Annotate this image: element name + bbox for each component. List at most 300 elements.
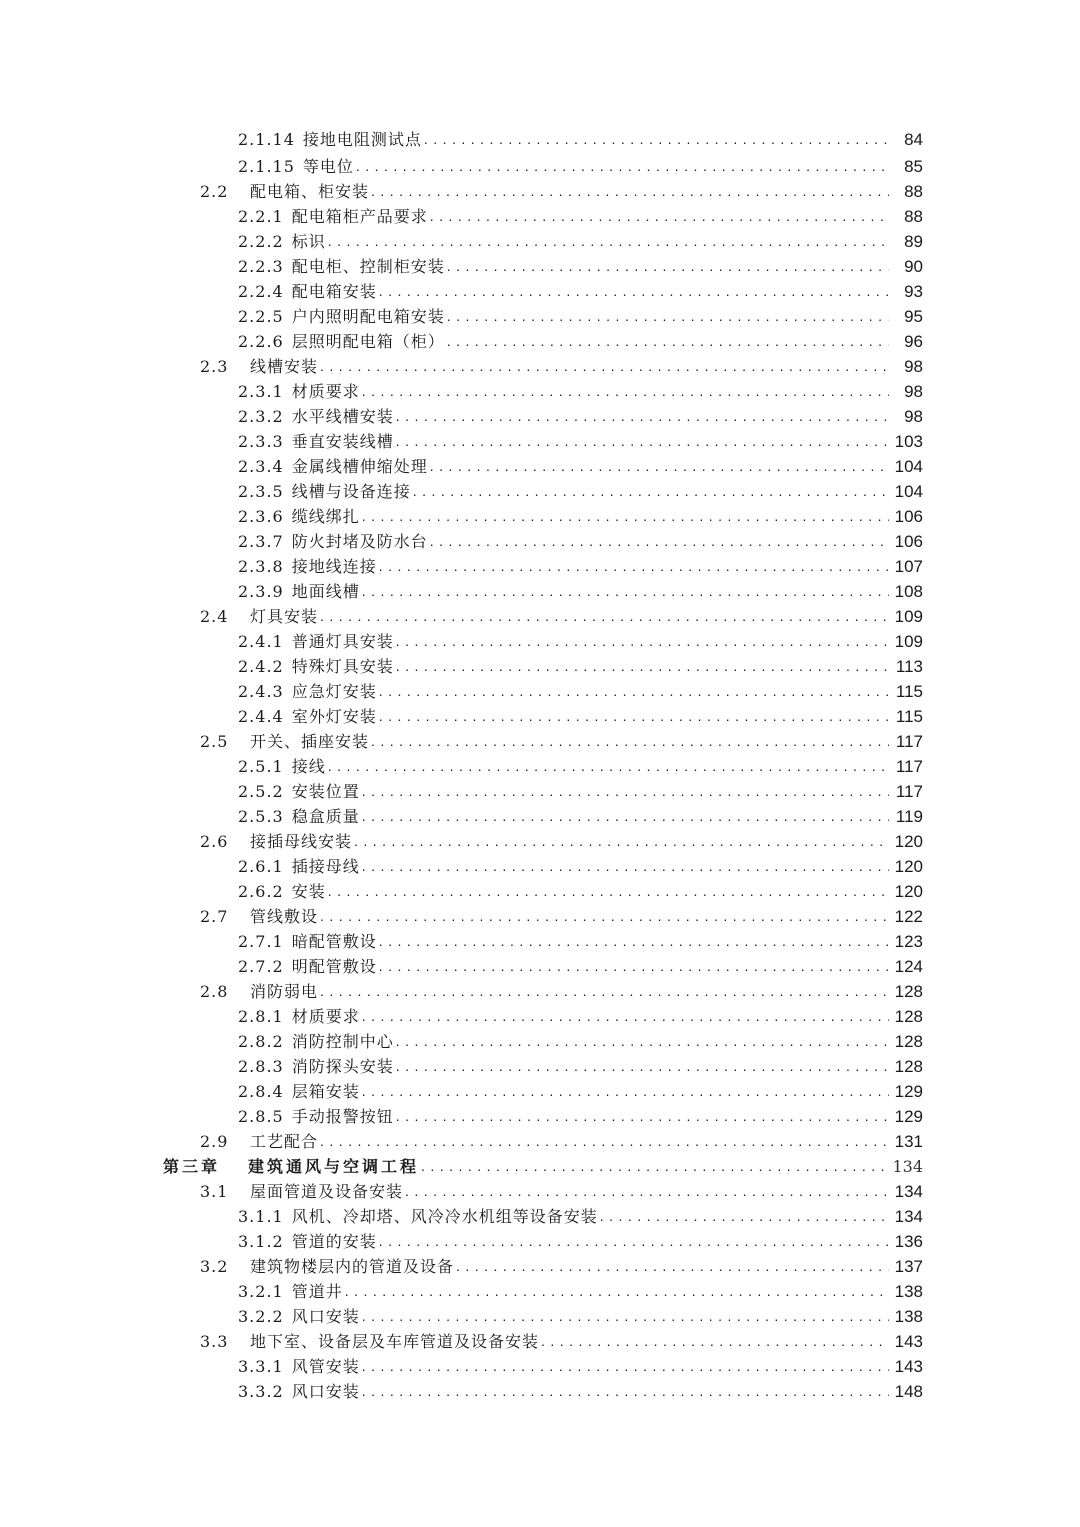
toc-entry-title: 手动报警按钮 — [291, 1107, 394, 1126]
toc-entry-title: 接线 — [291, 757, 326, 776]
toc-row-content — [238, 654, 1080, 679]
toc-entry-number: 2.3.3 — [238, 432, 284, 451]
toc-subsection-row[interactable] — [0, 429, 1080, 454]
toc-dot-leader — [320, 1129, 889, 1154]
toc-row-content — [238, 679, 1080, 704]
toc-row-content — [238, 1354, 1080, 1379]
toc-subsection-row[interactable] — [0, 1354, 1080, 1379]
toc-page-number: 120 — [894, 832, 923, 851]
toc-subsection-row[interactable] — [0, 654, 1080, 679]
toc-entry-number: 2.3.4 — [238, 457, 284, 476]
toc-subsection-row[interactable] — [0, 704, 1080, 729]
toc-page-number: 137 — [894, 1257, 923, 1276]
toc-entry-number: 3.3.2 — [238, 1382, 284, 1401]
toc-row-content — [238, 529, 1080, 554]
toc-entry-title: 管道井 — [291, 1282, 343, 1301]
toc-entry-title: 线槽安装 — [250, 357, 319, 376]
toc-entry-title: 户内照明配电箱安装 — [291, 307, 445, 326]
toc-page-number: 104 — [894, 457, 923, 476]
toc-dot-leader — [447, 329, 889, 354]
toc-entry-title: 安装 — [291, 882, 326, 901]
toc-entry-number: 2.8.2 — [238, 1032, 284, 1051]
toc-section-row[interactable] — [0, 1329, 1080, 1354]
toc-entry-number: 2.8 — [200, 982, 229, 1001]
toc-row-content — [163, 1154, 1080, 1179]
toc-entry-number: 2.3.5 — [238, 482, 284, 501]
toc-page-number: 128 — [894, 982, 923, 1001]
toc-row-content — [238, 1279, 1080, 1304]
toc-row-content — [200, 729, 1080, 754]
toc-page-number: 103 — [894, 432, 923, 451]
toc-row-content — [238, 127, 1080, 152]
toc-row-content — [238, 879, 1080, 904]
toc-row-content — [238, 229, 1080, 254]
toc-subsection-row[interactable] — [0, 404, 1080, 429]
toc-section-row[interactable] — [0, 354, 1080, 379]
toc-subsection-row[interactable] — [0, 679, 1080, 704]
toc-subsection-row[interactable] — [0, 754, 1080, 779]
toc-entry-title: 特殊灯具安装 — [291, 657, 394, 676]
toc-entry-title: 配电箱安装 — [291, 282, 377, 301]
toc-entry-number: 2.6 — [200, 832, 229, 851]
toc-subsection-row[interactable] — [0, 1104, 1080, 1129]
toc-page-number: 90 — [904, 257, 923, 276]
toc-row-content — [238, 704, 1080, 729]
toc-page-number: 138 — [894, 1282, 923, 1301]
toc-entry-title: 管道的安装 — [291, 1232, 377, 1251]
toc-entry-title: 配电柜、控制柜安装 — [291, 257, 445, 276]
toc-page-number: 120 — [894, 882, 923, 901]
toc-subsection-row[interactable] — [0, 1204, 1080, 1229]
toc-entry-title: 明配管敷设 — [291, 957, 377, 976]
toc-page-number: 115 — [895, 682, 923, 701]
toc-row-content — [238, 479, 1080, 504]
toc-dot-leader — [424, 127, 889, 152]
toc-section-row[interactable] — [0, 1129, 1080, 1154]
toc-page-number: 123 — [894, 932, 923, 951]
toc-dot-leader — [328, 229, 889, 254]
toc-dot-leader — [396, 1104, 889, 1129]
toc-page-number: 143 — [894, 1357, 923, 1376]
toc-entry-number: 3.2 — [200, 1257, 229, 1276]
toc-subsection-row[interactable] — [0, 1379, 1080, 1404]
toc-entry-title: 风口安装 — [291, 1307, 360, 1326]
toc-entry-title: 金属线槽伸缩处理 — [291, 457, 428, 476]
toc-entry-number: 2.3.8 — [238, 557, 284, 576]
toc-subsection-row[interactable] — [0, 954, 1080, 979]
toc-page-number: 115 — [895, 707, 923, 726]
toc-dot-leader — [362, 804, 889, 829]
toc-row-content — [200, 179, 1080, 204]
toc-entry-title: 接地电阻测试点 — [302, 129, 422, 149]
toc-entry-title: 接插母线安装 — [250, 832, 353, 851]
toc-entry-number: 3.2.2 — [238, 1307, 284, 1326]
toc-subsection-row[interactable] — [0, 629, 1080, 654]
toc-page-number: 120 — [894, 857, 923, 876]
toc-row-content — [238, 1379, 1080, 1404]
toc-entry-number: 第三章 — [163, 1157, 221, 1176]
toc-row-content — [238, 779, 1080, 804]
toc-row-content — [238, 579, 1080, 604]
toc-dot-leader — [345, 1279, 889, 1304]
toc-dot-leader — [328, 879, 889, 904]
toc-dot-leader — [328, 754, 889, 779]
toc-row-content — [200, 1179, 1080, 1204]
toc-entry-number: 2.2 — [200, 182, 229, 201]
toc-entry-number: 2.3.2 — [238, 407, 284, 426]
toc-entry-title: 层照明配电箱（柜） — [291, 332, 445, 351]
toc-entry-number: 2.3.9 — [238, 582, 284, 601]
toc-dot-leader — [379, 1229, 889, 1254]
toc-row-content — [200, 354, 1080, 379]
toc-section-row[interactable] — [0, 604, 1080, 629]
toc-page-number: 109 — [894, 607, 923, 626]
toc-row-content — [238, 1204, 1080, 1229]
toc-entry-number: 2.2.6 — [238, 332, 284, 351]
toc-row-content — [238, 954, 1080, 979]
toc-dot-leader — [379, 679, 889, 704]
toc-row-content — [238, 329, 1080, 354]
toc-entry-number: 2.3.6 — [238, 507, 284, 526]
toc-dot-leader — [447, 304, 889, 329]
toc-dot-leader — [413, 479, 889, 504]
toc-entry-title: 配电箱柜产品要求 — [291, 207, 428, 226]
toc-entry-number: 2.7.1 — [238, 932, 284, 951]
toc-page-number: 134 — [894, 1207, 923, 1226]
toc-subsection-row[interactable] — [0, 929, 1080, 954]
toc-row-content — [238, 1304, 1080, 1329]
toc-page-number: 134 — [894, 1182, 923, 1201]
toc-dot-leader — [320, 354, 889, 379]
toc-entry-title: 地下室、设备层及车库管道及设备安装 — [250, 1332, 540, 1351]
toc-entry-number: 2.2.5 — [238, 307, 284, 326]
toc-entry-title: 垂直安装线槽 — [291, 432, 394, 451]
toc-page-number: 113 — [895, 657, 923, 676]
toc-page-number: 84 — [904, 129, 923, 149]
toc-row-content — [238, 929, 1080, 954]
toc-entry-title: 插接母线 — [291, 857, 360, 876]
toc-entry-title: 建筑物楼层内的管道及设备 — [250, 1257, 455, 1276]
toc-subsection-row[interactable] — [0, 154, 1080, 179]
toc-row-content — [238, 154, 1080, 179]
toc-page-number: 98 — [904, 382, 923, 401]
toc-dot-leader — [362, 1079, 889, 1104]
toc-dot-leader — [456, 1254, 889, 1279]
toc-subsection-row[interactable] — [0, 329, 1080, 354]
toc-entry-number: 2.3 — [200, 357, 229, 376]
toc-entry-number: 2.8.3 — [238, 1057, 284, 1076]
toc-row-content — [238, 1104, 1080, 1129]
toc-row-content — [200, 979, 1080, 1004]
toc-entry-title: 水平线槽安装 — [291, 407, 394, 426]
toc-row-content — [238, 429, 1080, 454]
toc-entry-number: 2.5.1 — [238, 757, 284, 776]
toc-row-content — [238, 404, 1080, 429]
toc-page-number: 131 — [894, 1132, 923, 1151]
toc-subsection-row[interactable] — [0, 529, 1080, 554]
toc-entry-number: 3.1 — [200, 1182, 229, 1201]
toc-subsection-row[interactable] — [0, 124, 1080, 154]
toc-page-number: 117 — [895, 757, 923, 776]
toc-entry-title: 风机、冷却塔、风冷冷水机组等设备安装 — [291, 1207, 598, 1226]
toc-dot-leader — [362, 1379, 889, 1404]
toc-dot-leader — [396, 1054, 889, 1079]
toc-page-number: 117 — [895, 732, 923, 751]
toc-entry-title: 普通灯具安装 — [291, 632, 394, 651]
toc-subsection-row[interactable] — [0, 804, 1080, 829]
toc-page-number: 106 — [894, 507, 923, 526]
toc-subsection-row[interactable] — [0, 554, 1080, 579]
toc-entry-number: 2.5.3 — [238, 807, 284, 826]
toc-subsection-row[interactable] — [0, 304, 1080, 329]
toc-entry-title: 稳盒质量 — [291, 807, 360, 826]
toc-entry-title: 缆线绑扎 — [291, 507, 360, 526]
toc-page-number: 85 — [904, 157, 923, 176]
toc-page-number: 128 — [894, 1057, 923, 1076]
toc-row-content — [238, 629, 1080, 654]
toc-entry-number: 3.3 — [200, 1332, 229, 1351]
toc-dot-leader — [354, 829, 889, 854]
toc-entry-title: 风管安装 — [291, 1357, 360, 1376]
toc-dot-leader — [320, 904, 889, 929]
toc-subsection-row[interactable] — [0, 1229, 1080, 1254]
toc-subsection-row[interactable] — [0, 1029, 1080, 1054]
toc-page-number: 107 — [894, 557, 923, 576]
toc-dot-leader — [320, 604, 889, 629]
toc-entry-title: 消防控制中心 — [291, 1032, 394, 1051]
toc-row-content — [238, 1229, 1080, 1254]
toc-row-content — [238, 1029, 1080, 1054]
toc-subsection-row[interactable] — [0, 1004, 1080, 1029]
toc-entry-title: 室外灯安装 — [291, 707, 377, 726]
toc-entry-number: 2.4.3 — [238, 682, 284, 701]
toc-subsection-row[interactable] — [0, 1054, 1080, 1079]
toc-entry-number: 3.2.1 — [238, 1282, 284, 1301]
toc-subsection-row[interactable] — [0, 879, 1080, 904]
toc-row-content — [238, 854, 1080, 879]
toc-entry-number: 3.3.1 — [238, 1357, 284, 1376]
toc-subsection-row[interactable] — [0, 854, 1080, 879]
toc-section-row[interactable] — [0, 729, 1080, 754]
toc-row-content — [238, 504, 1080, 529]
toc-section-row[interactable] — [0, 179, 1080, 204]
toc-entry-title: 屋面管道及设备安装 — [250, 1182, 404, 1201]
toc-dot-leader — [320, 979, 889, 1004]
toc-entry-title: 消防弱电 — [250, 982, 319, 1001]
toc-page-number: 143 — [894, 1332, 923, 1351]
toc-dot-leader — [379, 954, 889, 979]
toc-page-number: 128 — [894, 1032, 923, 1051]
toc-subsection-row[interactable] — [0, 1304, 1080, 1329]
toc-entry-number: 2.6.2 — [238, 882, 284, 901]
toc-chapter-row[interactable] — [0, 1154, 1080, 1179]
toc-entry-title: 地面线槽 — [291, 582, 360, 601]
toc-dot-leader — [396, 429, 889, 454]
toc-entry-title: 开关、插座安装 — [250, 732, 370, 751]
toc-page-number: 109 — [894, 632, 923, 651]
toc-entry-title: 标识 — [291, 232, 326, 251]
toc-dot-leader — [430, 204, 889, 229]
toc-page-number: 119 — [895, 807, 923, 826]
toc-page-number: 129 — [894, 1082, 923, 1101]
toc-entry-number: 2.4.4 — [238, 707, 284, 726]
toc-entry-number: 2.2.4 — [238, 282, 284, 301]
toc-subsection-row[interactable] — [0, 454, 1080, 479]
toc-dot-leader — [356, 154, 889, 179]
toc-page-number: 106 — [894, 532, 923, 551]
toc-entry-title: 灯具安装 — [250, 607, 319, 626]
toc-dot-leader — [421, 1154, 888, 1179]
toc-entry-number: 2.2.3 — [238, 257, 284, 276]
toc-dot-leader — [430, 454, 889, 479]
toc-page-number: 117 — [895, 782, 923, 801]
toc-dot-leader — [396, 404, 889, 429]
toc-entry-number: 3.1.1 — [238, 1207, 284, 1226]
toc-entry-title: 等电位 — [302, 157, 354, 176]
toc-dot-leader — [362, 379, 889, 404]
toc-entry-title: 管线敷设 — [250, 907, 319, 926]
toc-dot-leader — [379, 279, 889, 304]
toc-page-number: 134 — [892, 1157, 923, 1176]
toc-dot-leader — [362, 1004, 889, 1029]
toc-section-row[interactable] — [0, 829, 1080, 854]
toc-subsection-row[interactable] — [0, 504, 1080, 529]
toc-page-number: 136 — [894, 1232, 923, 1251]
toc-row-content — [238, 804, 1080, 829]
toc-row-content — [238, 754, 1080, 779]
toc-page-number: 88 — [904, 207, 923, 226]
toc-entry-number: 2.3.7 — [238, 532, 284, 551]
toc-entry-number: 2.6.1 — [238, 857, 284, 876]
toc-page-number: 88 — [904, 182, 923, 201]
toc-row-content — [238, 1004, 1080, 1029]
toc-row-content — [238, 254, 1080, 279]
toc-section-row[interactable] — [0, 1254, 1080, 1279]
toc-row-content — [238, 379, 1080, 404]
toc-entry-title: 建筑通风与空调工程 — [248, 1157, 420, 1176]
toc-entry-number: 2.9 — [200, 1132, 229, 1151]
toc-row-content — [200, 1254, 1080, 1279]
toc-row-content — [238, 454, 1080, 479]
toc-entry-number: 2.4 — [200, 607, 229, 626]
toc-entry-title: 线槽与设备连接 — [291, 482, 411, 501]
table-of-contents — [0, 124, 1080, 1404]
toc-entry-number: 2.1.14 — [238, 129, 295, 149]
toc-entry-title: 材质要求 — [291, 382, 360, 401]
toc-dot-leader — [396, 629, 889, 654]
toc-subsection-row[interactable] — [0, 204, 1080, 229]
toc-dot-leader — [362, 779, 889, 804]
toc-dot-leader — [362, 1304, 889, 1329]
toc-subsection-row[interactable] — [0, 579, 1080, 604]
toc-subsection-row[interactable] — [0, 779, 1080, 804]
toc-entry-title: 应急灯安装 — [291, 682, 377, 701]
toc-subsection-row[interactable] — [0, 479, 1080, 504]
toc-entry-number: 3.1.2 — [238, 1232, 284, 1251]
toc-entry-number: 2.1.15 — [238, 157, 295, 176]
toc-entry-number: 2.2.2 — [238, 232, 284, 251]
toc-page-number: 122 — [894, 907, 923, 926]
toc-entry-number: 2.5.2 — [238, 782, 284, 801]
toc-row-content — [200, 1329, 1080, 1354]
toc-section-row[interactable] — [0, 1179, 1080, 1204]
toc-row-content — [238, 1054, 1080, 1079]
toc-row-content — [238, 204, 1080, 229]
toc-entry-title: 防火封堵及防水台 — [291, 532, 428, 551]
toc-dot-leader — [430, 529, 889, 554]
toc-entry-title: 暗配管敷设 — [291, 932, 377, 951]
toc-entry-number: 2.7.2 — [238, 957, 284, 976]
toc-dot-leader — [362, 579, 889, 604]
toc-page-number: 138 — [894, 1307, 923, 1326]
toc-entry-number: 2.5 — [200, 732, 229, 751]
toc-page-number: 104 — [894, 482, 923, 501]
toc-entry-title: 材质要求 — [291, 1007, 360, 1026]
toc-page-number: 124 — [894, 957, 923, 976]
toc-section-row[interactable] — [0, 979, 1080, 1004]
toc-row-content — [238, 554, 1080, 579]
toc-dot-leader — [362, 854, 889, 879]
toc-entry-number: 2.8.1 — [238, 1007, 284, 1026]
toc-page-number: 96 — [904, 332, 923, 351]
toc-entry-title: 安装位置 — [291, 782, 360, 801]
toc-entry-number: 2.4.1 — [238, 632, 284, 651]
toc-subsection-row[interactable] — [0, 229, 1080, 254]
toc-entry-title: 工艺配合 — [250, 1132, 319, 1151]
toc-dot-leader — [379, 929, 889, 954]
toc-page-number: 148 — [894, 1382, 923, 1401]
toc-dot-leader — [396, 1029, 889, 1054]
toc-subsection-row[interactable] — [0, 254, 1080, 279]
toc-page-number: 98 — [904, 357, 923, 376]
toc-dot-leader — [379, 554, 889, 579]
toc-subsection-row[interactable] — [0, 279, 1080, 304]
toc-dot-leader — [447, 254, 889, 279]
toc-row-content — [200, 604, 1080, 629]
toc-entry-number: 2.7 — [200, 907, 229, 926]
toc-row-content — [200, 1129, 1080, 1154]
toc-dot-leader — [362, 504, 889, 529]
toc-dot-leader — [600, 1204, 889, 1229]
toc-dot-leader — [405, 1179, 889, 1204]
toc-subsection-row[interactable] — [0, 1079, 1080, 1104]
toc-entry-title: 层箱安装 — [291, 1082, 360, 1101]
toc-dot-leader — [371, 179, 889, 204]
toc-section-row[interactable] — [0, 904, 1080, 929]
toc-dot-leader — [396, 654, 889, 679]
toc-entry-number: 2.8.4 — [238, 1082, 284, 1101]
toc-subsection-row[interactable] — [0, 379, 1080, 404]
toc-page-number: 93 — [904, 282, 923, 301]
toc-page-number: 89 — [904, 232, 923, 251]
toc-page-number: 108 — [894, 582, 923, 601]
toc-page-number: 129 — [894, 1107, 923, 1126]
toc-entry-number: 2.2.1 — [238, 207, 284, 226]
toc-dot-leader — [541, 1329, 889, 1354]
toc-entry-number: 2.4.2 — [238, 657, 284, 676]
toc-entry-title: 风口安装 — [291, 1382, 360, 1401]
toc-subsection-row[interactable] — [0, 1279, 1080, 1304]
toc-dot-leader — [371, 729, 889, 754]
toc-row-content — [238, 1079, 1080, 1104]
toc-entry-title: 消防探头安装 — [291, 1057, 394, 1076]
toc-entry-number: 2.3.1 — [238, 382, 284, 401]
toc-entry-title: 接地线连接 — [291, 557, 377, 576]
toc-page-number: 98 — [904, 407, 923, 426]
toc-entry-title: 配电箱、柜安装 — [250, 182, 370, 201]
toc-page-number: 95 — [904, 307, 923, 326]
toc-row-content — [200, 829, 1080, 854]
